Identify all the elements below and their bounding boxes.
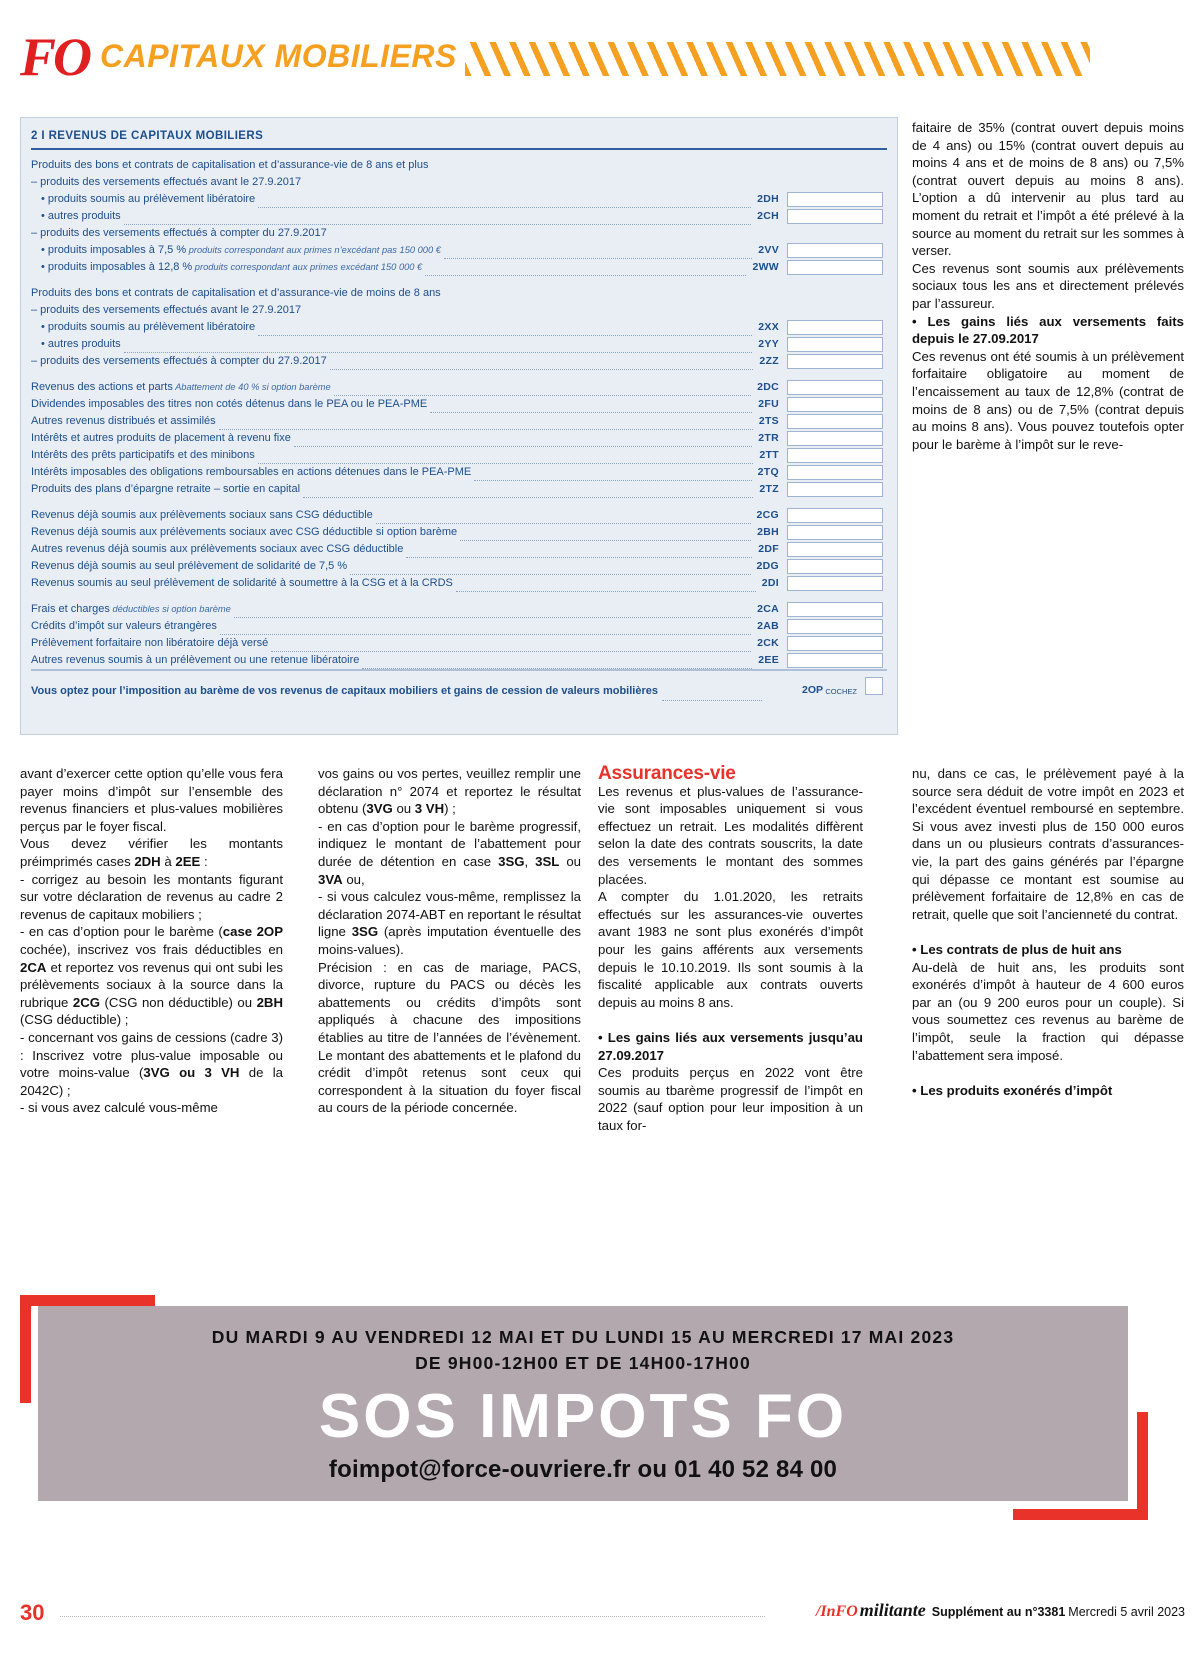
col4-bullet-heading-1: • Les contrats de plus de huit ans [912,941,1122,957]
form-field-input[interactable] [787,431,883,446]
col1d-f: (CSG déductible) ; [20,1012,129,1028]
footer-masthead [816,1600,1185,1621]
form-field-code: 2ZZ [759,355,779,367]
form-leader-dots [220,623,751,635]
header-hatch-decoration [465,42,1090,76]
form-field-label: Dividendes imposables des titres non cotés détenus dans le PEA ou le PEA-PME [31,398,428,410]
form-field-label: • produits imposables à 12,8 % [41,261,193,273]
form-field-row [31,464,887,481]
sidebar-bullet-body: Ces revenus ont été soumis à un prélèvement forfaitaire obligatoire au moment de l’encaissement au taux de 12,8% (contrat de moins de 8 ans) ou de 7,5% (contrat depuis au moins 8 ans). Vous pouvez toutefois opter pour le barème à l’impôt sur le reve- [912,348,1184,452]
form-field-code: 2DI [761,577,779,589]
text-column-1 [20,765,283,1117]
form-field-label: Autres revenus distribués et assimilés [31,415,216,427]
form-field-code: 2BH [757,526,779,538]
form-field-input[interactable] [787,602,883,617]
form-option-code: 2OP [801,684,823,696]
form-field-row [31,447,887,464]
page-header [0,0,1200,105]
col2e-a: - en cas d’option pour le barème progressif, indiquez le montant de l’abattement pour durée de détention en case [318,818,581,869]
case-2op: case 2OP [222,924,283,940]
form-field-note: produits correspondant aux primes excédant 150 000 € [192,262,423,272]
col1d-c: cochée), inscrivez vos frais déductibles en [20,941,283,957]
banner-contact: foimpot@force-ouvriere.fr ou 01 40 52 84 00 [328,1456,838,1483]
form-field-row [31,319,887,336]
col1-para-4 [20,923,283,1029]
form-rows-container [21,157,897,669]
form-field-code: 2TQ [757,466,779,478]
form-leader-dots [219,418,753,430]
publication-date: Mercredi 5 avril 2023 [1068,1605,1185,1619]
form-field-code: 2TR [758,432,779,444]
form-field-code: 2TZ [759,483,779,495]
banner-title: SOS IMPOTS FO [318,1382,848,1451]
col1e-c: de la 2042C) ; [20,1065,283,1098]
col2-para-4: Précision : en cas de mariage, PACS, divorce, rupture du PACS ou décès les abattements ou crédits d’impôts sont appliqués à chacune des impositions établies au titre de l’années de l’évènement. Le montant des abattements et le plafond du crédit d’impôt retenus sont ceux qui correspondent à la situation du foyer fiscal au cours de la période concernée. [318,959,581,1116]
sos-banner-wrapper [20,1295,1148,1520]
form-leader-dots [303,486,753,498]
code-3sg-2: 3SG [351,924,379,940]
form-field-code: 2CA [757,603,779,615]
col2f-c: (après imputation éventuelle des moins-values). [318,924,582,957]
form-field-code: 2YY [758,338,779,350]
form-field-label: Autres revenus déjà soumis aux prélèvements sociaux avec CSG déductible [31,543,404,555]
form-field-code: 2EE [758,654,779,666]
section-heading-assurances-vie: Assurances-vie [598,763,736,784]
form-field-note: produits correspondant aux primes n’excédant pas 150 000 € [186,245,441,255]
page-footer [20,1600,1185,1630]
text-column-2 [318,765,581,1117]
form-group-heading-label: Produits des bons et contrats de capitalisation et d’assurance-vie de moins de 8 ans [31,287,441,299]
code-2bh: 2BH [256,994,283,1010]
form-field-label: Revenus soumis au seul prélèvement de solidarité à soumettre à la CSG et à la CRDS [31,577,453,589]
form-field-row [31,652,887,669]
col1-para-3: - corrigez au besoin les montants figurant sur votre déclaration de revenus au cadre 2 revenus de capitaux mobiliers ; [20,871,283,922]
form-field-row [31,558,887,575]
form-field-label: • produits soumis au prélèvement libératoire [41,193,256,205]
form-field-input[interactable] [787,542,883,557]
form-field-code: 2TS [758,415,779,427]
sidebar-top-text [912,119,1184,453]
form-title-row [31,126,887,150]
form-field-input[interactable] [787,619,883,634]
form-group-heading-label: Produits des bons et contrats de capitalisation et d’assurance-vie de 8 ans et plus [31,159,429,171]
form-field-row [31,191,887,208]
form-field-code: 2AB [757,620,779,632]
form-leader-dots [362,657,752,669]
form-field-note: Abattement de 40 % si option barème [172,382,331,392]
form-field-row [31,353,887,370]
form-leader-dots [330,358,754,370]
form-leader-dots [234,606,751,618]
col2-a: vos gains ou vos pertes, veuillez remplir une déclaration n° 2074 et reportez le résultat obtenu ( [318,766,581,817]
banner-dates-line-1: DU MARDI 9 AU VENDREDI 12 MAI ET DU LUNDI 15 AU MERCREDI 17 MAI 2023 [211,1327,955,1347]
col2-para-2 [318,818,581,888]
form-row-gap [31,592,887,601]
form-field-label: Revenus déjà soumis au seul prélèvement de solidarité de 7,5 % [31,560,348,572]
page-number: 30 [20,1600,45,1625]
col1d-a: - en cas d’option pour le barème ( [20,924,223,940]
form-field-code: 2FU [758,398,779,410]
form-field-code: 2DF [758,543,779,555]
form-field-input[interactable] [787,209,883,224]
form-field-row [31,259,887,276]
form-field-row [31,601,887,618]
col1-para-5 [20,1029,283,1099]
form-field-label: Crédits d’impôt sur valeurs étrangères [31,620,217,632]
form-subheading-label: – produits des versements effectués à compter du 27.9.2017 [31,227,327,239]
form-field-input[interactable] [787,397,883,412]
form-row-gap [31,276,887,285]
form-field-label: Intérêts et autres produits de placement à revenu fixe [31,432,291,444]
form-field-row [31,242,887,259]
form-field-label: • autres produits [41,338,121,350]
form-field-note: déductibles si option barème [109,604,231,614]
fo-logo: FO [20,27,90,87]
form-field-code: 2TT [759,449,779,461]
col3-para-1: Les revenus et plus-values de l’assurance-vie sont imposables uniquement si vous effectuez un retrait. Les modalités diffèrent selon la date des contrats souscrits, la date des versements le montant des sommes placées. [598,783,863,887]
form-field-row [31,541,887,558]
col3-para-2: A compter du 1.01.2020, les retraits effectués sur les assurances-vie ouvertes avant 1983 ne sont plus exonérés d’impôt pour les gains afférents aux versements depuis le 10.10.2019. Ils sont soumis à la fiscalité applicable aux contrats ouverts depuis au moins 8 ans. [598,889,863,1010]
code-3sl: 3SL [535,853,560,869]
form-field-label: Produits des plans d’épargne retraite – sortie en capital [31,483,301,495]
form-option-row [31,669,887,702]
form-field-input[interactable] [787,559,883,574]
form-field-code: 2CK [757,637,779,649]
form-leader-dots [444,247,752,259]
form-field-code: 2CH [757,210,779,222]
col1-a-word: à [160,853,176,869]
form-field-input[interactable] [787,508,883,523]
form-field-input[interactable] [787,576,883,591]
form-field-input[interactable] [787,354,883,369]
form-field-label: Intérêts imposables des obligations remboursables en actions détenues dans le PEA-PME [31,466,472,478]
form-field-row [31,635,887,652]
form-field-input[interactable] [787,465,883,480]
form-leader-dots [456,580,756,592]
form-field-row [31,430,887,447]
form-field-input[interactable] [787,525,883,540]
form-field-row [31,575,887,592]
form-leader-dots [406,546,752,558]
form-leader-dots [271,640,751,652]
form-row-gap [31,370,887,379]
info-logo: /InFO [815,1603,858,1620]
col1-para-1: avant d’exercer cette option qu’elle vous fera payer moins d’impôt sur l’ensemble des revenus financiers et plus-values mobilières perçus par le foyer fiscal. [20,766,283,834]
col1-para-2 [20,835,283,870]
col2e-e: ou, [342,871,365,887]
form-field-label: • autres produits [41,210,121,222]
form-leader-dots [474,469,751,481]
form-field-code: 2CG [756,509,779,521]
form-field-input[interactable] [787,482,883,497]
form-group-heading [31,285,887,302]
code-3va: 3VA [318,871,343,887]
footer-divider [60,1616,765,1617]
sidebar-paragraph-2: Ces revenus sont soumis aux prélèvements sociaux tous les ans et directement prélevés par l’assureur. [912,260,1184,311]
form-leader-dots [376,512,751,524]
sidebar-bullet-heading: • Les gains liés aux versements faits depuis le 27.09.2017 [912,313,1184,347]
militante-label: militante [859,1600,926,1620]
form-field-code: 2DG [756,560,779,572]
text-column-3 [598,765,863,1134]
col2-para-1 [318,765,581,818]
form-field-row [31,208,887,225]
code-3vg: 3VG [366,801,393,817]
form-leader-dots [124,213,751,225]
col1d-e: (CSG non déductible) ou [100,994,257,1010]
form-field-label: Autres revenus soumis à un prélèvement ou une retenue libératoire [31,654,360,666]
form-leader-dots [258,452,754,464]
form-field-input[interactable] [787,260,883,275]
form-subheading [31,302,887,319]
code-2dh: 2DH [134,853,161,869]
col2-para-3 [318,888,581,958]
form-field-input[interactable] [787,320,883,335]
form-section-title: 2 I REVENUS DE CAPITAUX MOBILIERS [31,130,264,142]
col4-para-1: nu, dans ce cas, le prélèvement payé à la source sera déduit de votre impôt en 2023 et l’excédent éventuel remboursé en septembre. Si vous avez investi plus de 150 000 euros dans un ou plusieurs contrats d’assurances-vie, la part des gains générés par l’épargne qui dépasse ce montant est soumise au prélèvement forfaitaire de 12,8% en cas de retrait, quelle que soit l’ancienneté du contrat. [912,766,1184,922]
form-leader-dots [258,196,751,208]
form-field-input[interactable] [787,448,883,463]
page-title: CAPITAUX MOBILIERS [100,38,457,74]
form-field-label: Revenus des actions et parts [31,381,173,393]
col3-para-3: Ces produits perçus en 2022 vont être soumis au tbarème progressif de l’impôt en 2022 (sauf option pour leur imposition à un taux for- [598,1065,863,1133]
code-2ee: 2EE [175,853,201,869]
form-field-input[interactable] [787,380,883,395]
form-field-input[interactable] [787,192,883,207]
form-field-code: 2XX [758,321,779,333]
form-leader-dots [258,324,752,336]
form-group-heading [31,157,887,174]
form-field-label: Frais et charges [31,603,110,615]
form-field-row [31,618,887,635]
col1-verify-text: Vous devez vérifier les montants préimprimés cases [20,836,283,869]
form-subheading [31,225,887,242]
form-field-label: – produits des versements effectués à compter du 27.9.2017 [31,355,327,367]
main-text-columns [20,765,1184,1285]
form-field-label: Revenus déjà soumis aux prélèvements sociaux sans CSG déductible [31,509,373,521]
col1e-a: - concernant vos gains de cessions (cadre 3) : Inscrivez votre plus-value imposable ou votre moins-value ( [20,1029,283,1081]
form-field-input[interactable] [787,337,883,352]
code-3sg: 3SG [498,853,525,869]
form-field-code: 2DH [757,193,779,205]
form-row-gap [31,498,887,507]
form-field-row [31,396,887,413]
form-field-input[interactable] [787,414,883,429]
form-leader-dots [124,341,753,353]
form-field-row [31,507,887,524]
form-field-input[interactable] [787,653,883,668]
form-field-label: Intérêts des prêts participatifs et des minibons [31,449,255,461]
text-column-4 [912,765,1184,1099]
form-leader-dots [430,401,752,413]
sos-banner [38,1306,1128,1501]
form-option-label: Vous optez pour l’imposition au barème de vos revenus de capitaux mobiliers et gains de cession de valeurs mobilières [31,685,658,697]
form-subheading [31,174,887,191]
form-leader-dots [425,264,746,276]
form-field-row [31,524,887,541]
form-option-checkbox[interactable] [865,677,883,695]
col3-bullet-heading: • Les gains liés aux versements jusqu’au 27.09.2017 [598,1029,863,1063]
form-field-input[interactable] [787,636,883,651]
form-field-label: Revenus déjà soumis aux prélèvements sociaux avec CSG déductible si option barème [31,526,458,538]
form-field-code: 2VV [758,244,779,256]
form-leader-dots [350,563,750,575]
form-option-cochez-label: COCHEZ [825,687,857,696]
sidebar-paragraph-1: faitaire de 35% (contrat ouvert depuis moins de 4 ans) ou 15% (contrat ouvert depuis au moins 4 ans et de moins de 8 ans) ou 7,5% (contrat ouvert depuis au moins 8 ans). L’option a dû intervenir au plus tard au moment du retrait et l’impôt a été prélevé à la source au moment du retrait sur les sommes à verser. [912,120,1184,259]
supplement-label: Supplément au n°3381 [931,1605,1066,1619]
code-3vg-3vh: 3VG ou 3 VH [143,1065,240,1081]
code-3vh: 3 VH [414,801,445,817]
form-leader-dots [334,384,751,396]
col2f-a: - si vous calculez vous-même, remplissez la déclaration 2074-ABT en reportant le résultat ligne [318,889,581,940]
form-field-row [31,481,887,498]
form-field-label: Prélèvement forfaitaire non libératoire déjà versé [31,637,269,649]
banner-dates-line-2: DE 9H00-12H00 ET DE 14H00-17H00 [415,1353,751,1373]
col4-bullet-heading-2: • Les produits exonérés d’impôt [912,1082,1113,1098]
form-field-code: 2DC [757,381,779,393]
col2e-c: , [524,853,536,869]
tax-form-box [20,117,898,735]
form-field-label: • produits imposables à 7,5 % [41,244,187,256]
option-leader-dots [662,689,762,701]
form-subheading-label: – produits des versements effectués avant le 27.9.2017 [31,176,302,188]
code-2ca: 2CA [20,959,47,975]
form-field-input[interactable] [787,243,883,258]
form-field-row [31,379,887,396]
col1-colon: : [200,853,208,869]
col2-ou: ou [392,801,415,817]
col2-d: ) ; [444,801,456,817]
form-leader-dots [294,435,752,447]
col2e-d: ou [559,853,581,869]
col1d-d: et reportez vos revenus qui ont subi les prélèvements sociaux à la source dans la rubrique [20,959,283,1010]
form-field-row [31,336,887,353]
form-leader-dots [460,529,751,541]
form-field-code: 2WW [752,261,779,273]
form-field-row [31,413,887,430]
form-subheading-label: – produits des versements effectués avant le 27.9.2017 [31,304,302,316]
form-field-label: • produits soumis au prélèvement libératoire [41,321,256,333]
col1-para-6: - si vous avez calculé vous-même [20,1100,218,1116]
code-2cg: 2CG [72,994,100,1010]
col4-para-2: Au-delà de huit ans, les produits sont exonérés d’impôt à hauteur de 4 600 euros par an (ou 9 200 euros pour un couple). Si vous soumettez ces revenus au barème de l’impôt, seule la fraction qui dépasse l’abattement sera imposé. [912,959,1184,1063]
